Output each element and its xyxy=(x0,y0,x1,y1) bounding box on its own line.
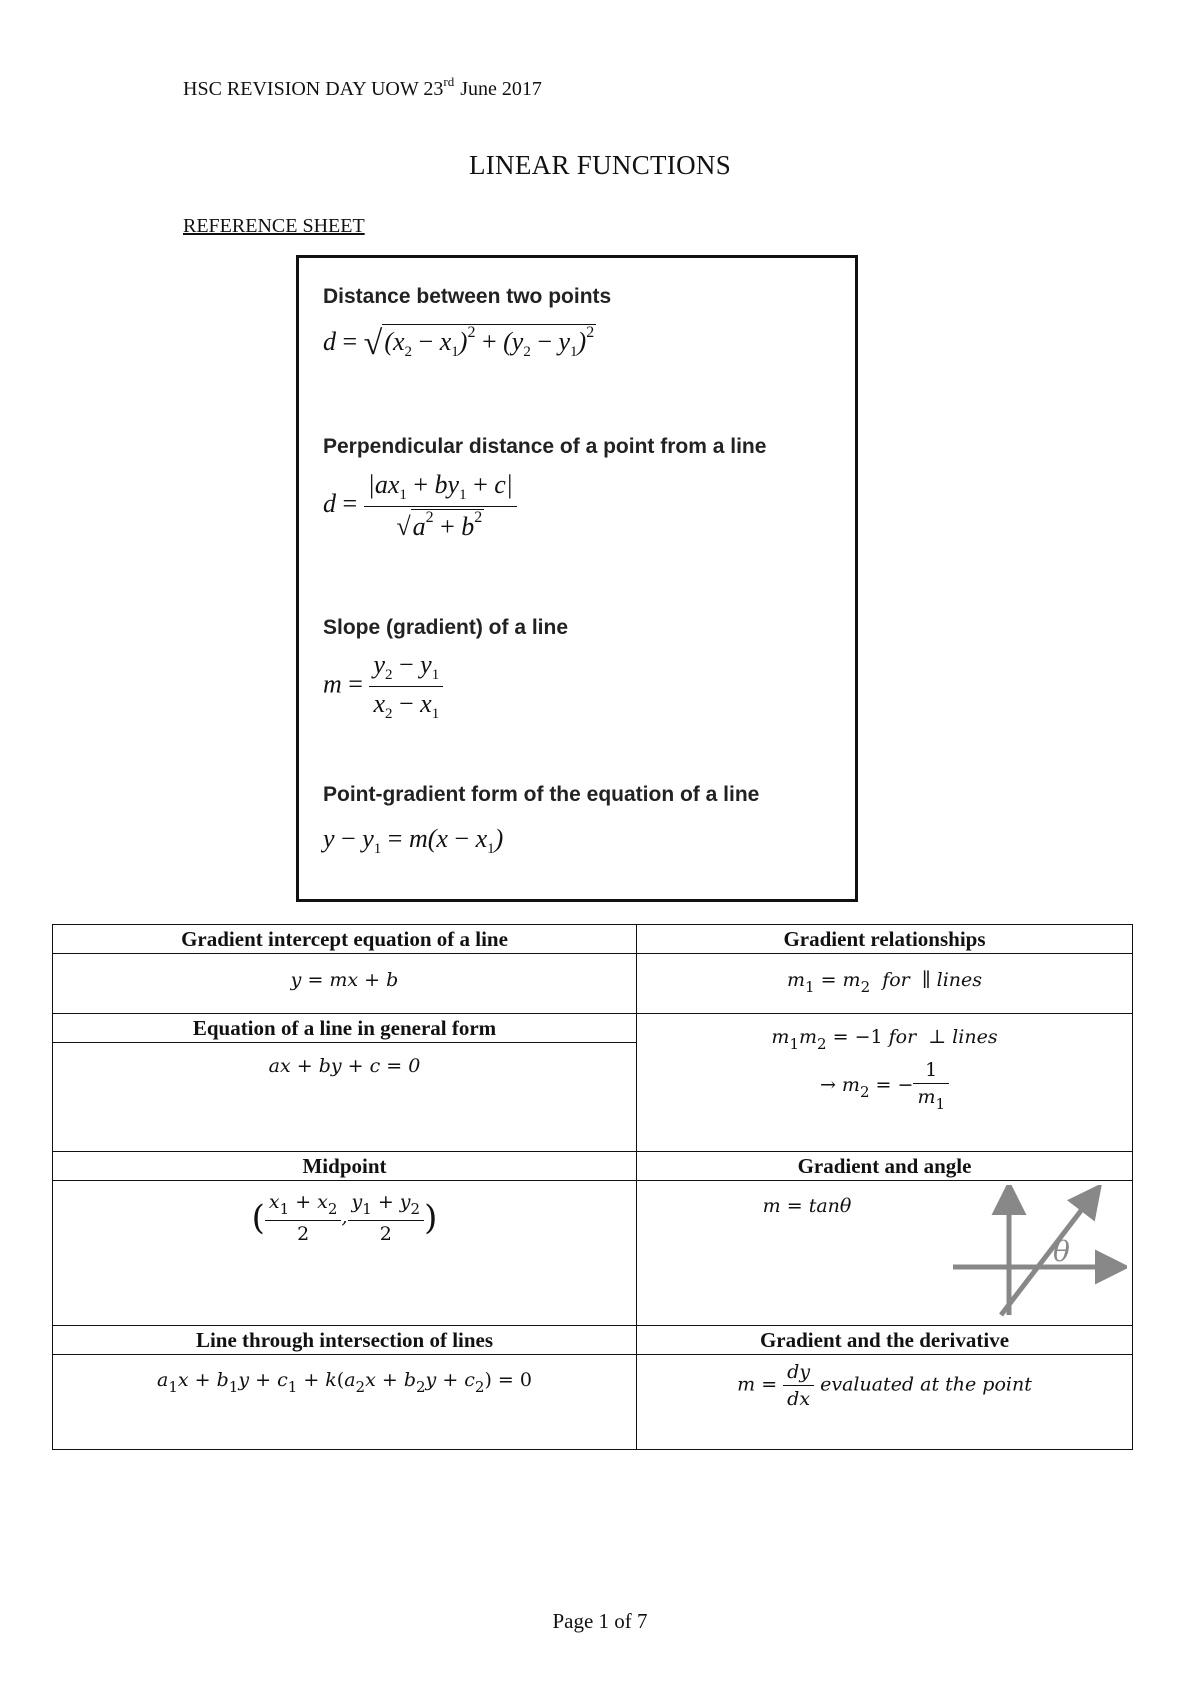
reference-formula-box xyxy=(296,255,858,902)
gradient-angle-cell xyxy=(637,1181,1133,1326)
page-title: LINEAR FUNCTIONS xyxy=(468,150,732,180)
gradient-relationships-heading: Gradient relationships xyxy=(637,925,1133,954)
formula-table xyxy=(52,924,1133,1450)
point-gradient-heading: Point-gradient form of the equation of a line xyxy=(323,783,760,806)
perpendicular-heading: Perpendicular distance of a point from a line xyxy=(323,435,767,458)
intersection-formula: $a_1x + b_1y + c_1 + k(a_2x + b_2y + c_2) = 0$ xyxy=(53,1355,637,1450)
perpendicular-formula: d = $\frac{|ax_1 + by_1 + c|}{√a^2 + b^2}$ xyxy=(323,470,517,542)
slope-formula: m = $\frac{y_2 - y_1}{x_2 - x_1}$ xyxy=(323,650,443,723)
header-date: June 2017 xyxy=(460,78,542,100)
header-text: HSC REVISION DAY UOW 23 xyxy=(183,78,444,100)
reference-sheet-label: REFERENCE SHEET xyxy=(183,215,365,237)
slope-heading: Slope (gradient) of a line xyxy=(323,616,569,639)
midpoint-heading: Midpoint xyxy=(53,1152,637,1181)
derivative-heading: Gradient and the derivative xyxy=(637,1326,1133,1355)
general-form-formula: ax + by + c = 0 xyxy=(53,1043,637,1152)
derivative-formula: m = $\frac{dy}{dx}$ evaluated at the point xyxy=(637,1355,1133,1450)
gradient-angle-diagram xyxy=(949,1185,1127,1317)
parallel-lines-formula: $m_1 = m_2$ for ∥ lines xyxy=(637,954,1133,1014)
distance-heading: Distance between two points xyxy=(323,285,612,308)
gradient-angle-formula: m = tanθ xyxy=(762,1195,852,1217)
general-form-heading: Equation of a line in general form xyxy=(53,1014,637,1043)
gradient-intercept-formula: y = mx + b xyxy=(53,954,637,1014)
sloped-line xyxy=(1001,1195,1093,1315)
gradient-angle-heading: Gradient and angle xyxy=(637,1152,1133,1181)
point-gradient-formula: $y - y_1 = m(x - x_1)$ xyxy=(323,824,504,857)
page-header xyxy=(183,74,542,101)
page-footer: Page 1 of 7 xyxy=(552,1609,648,1633)
theta-label: θ xyxy=(1053,1235,1070,1268)
midpoint-formula: ( $\frac{x_1 + x_2}{2}$ , $\frac{y_1 + y_2}{2}$ ) xyxy=(53,1181,637,1326)
distance-formula: $d = √(x_2 - x_1)^2 + (y_2 - y_1)^2$ xyxy=(323,324,595,362)
perpendicular-lines-formula: $m_1m_2 = -1$ for ⊥ lines → $m_2$ = − $\frac{1}{m_1}$ xyxy=(637,1014,1133,1152)
intersection-heading: Line through intersection of lines xyxy=(53,1326,637,1355)
gradient-intercept-heading: Gradient intercept equation of a line xyxy=(53,925,637,954)
derivative-suffix: evaluated at the point xyxy=(820,1373,1032,1396)
header-superscript: rd xyxy=(443,74,455,89)
